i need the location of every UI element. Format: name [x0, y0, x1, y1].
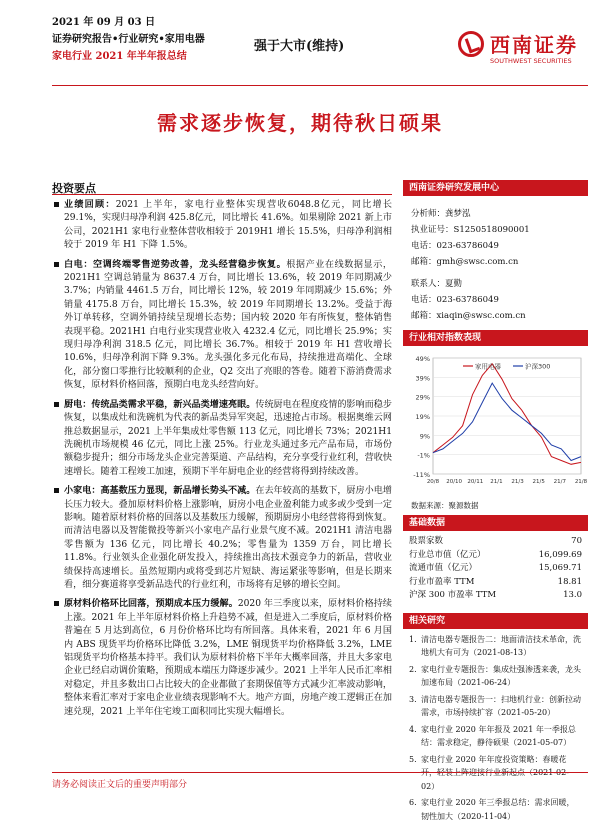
- sidebar: [403, 180, 588, 830]
- related-text: 清洁电器专题报告一：扫地机行业：创新拉动需求，市场持续扩容（2021-05-20）: [421, 693, 582, 720]
- y-tick-label: 29%: [416, 394, 430, 402]
- point-raw-material: [52, 597, 392, 719]
- x-tick-label: 20/10: [446, 479, 462, 485]
- license-number: S1250518090001: [454, 225, 530, 235]
- info-row: [409, 549, 582, 563]
- related-num: 1.: [409, 633, 421, 660]
- relative-index-chart: [403, 346, 588, 496]
- info-key: 行业市盈率 TTM: [409, 576, 474, 590]
- y-tick-label: -11%: [413, 471, 430, 479]
- team-title: 西南证券研究发展中心: [403, 180, 588, 196]
- logo-text: 西南证券: [490, 29, 578, 58]
- point-body: 2021 上半年，家电行业整体实现营收6048.8亿元，同比增长 29.1%，实现归母净利润 425.8亿元，同比增长 41.6%。如果剔除 2021 新上市公司，2021H1 家电行业整体营收相较于 2019H1 增长 15.5%，归母净利润相较于 2019 年 H1 下降 1.5%。: [64, 200, 392, 250]
- related-item[interactable]: [409, 633, 582, 660]
- related-item[interactable]: [409, 663, 582, 690]
- info-key: 股票家数: [409, 535, 443, 549]
- y-tick-label: 39%: [416, 374, 430, 382]
- point-body: 在去年较高的基数下，厨房小电增长压力较大。叠加原材料价格上涨影响，厨房小电企业盈利能力或多或少受到一定影响。随着原材料价格的回落以及基数压力缓解，预期厨房小电经营将得到恢复。而清洁电器以及智能微投等新兴小家电产品行业景气度不减。2021H1 清洁电器零售额为 136 亿元，同比增长 40.2%；零售量为 1359 万台，同比增长 11.8%。行业领头企业强化研发投入，持续推出高技术强竞争力的新品，营收业绩保持高速增长。虽然短期内或将受到芯片短缺、海运紧张等影响，但是长期来看，细分赛道将享受新品迭代的行业红利，市场将有足够的增长空间。: [64, 486, 392, 590]
- related-num: 6.: [409, 796, 421, 823]
- contact-name: 夏勤: [445, 279, 462, 289]
- info-row: [409, 562, 582, 576]
- contact-email[interactable]: xiaqin@swsc.com.cn: [437, 311, 526, 321]
- legend-label: 家用电器: [475, 362, 502, 371]
- info-row: [409, 576, 582, 590]
- point-lead: 厨电：传统品类需求平稳，新兴品类增速亮眼。: [64, 399, 255, 410]
- info-key: 沪深 300 市盈率 TTM: [409, 589, 496, 603]
- header-left: [52, 14, 205, 65]
- related-text: 家电行业专题报告：集成灶强渗透来袭，龙头加速布局（2021-06-24）: [421, 663, 582, 690]
- y-tick-label: 9%: [420, 432, 430, 440]
- info-key: 流通市值（亿元）: [409, 562, 477, 576]
- related-text: 家电行业 2020 年年报及 2021 年一季报总结：需求稳定，静待硕果（2021-05-07）: [421, 723, 582, 750]
- chart-title: 行业相对指数表现: [403, 330, 588, 346]
- x-tick-label: 21/5: [533, 479, 546, 485]
- point-lead: 原材料价格环比回落，预期成本压力缓解。: [64, 598, 238, 609]
- related-text: 家电行业 2020 年年度投资策略：春暖花开，轻装上阵迎接行业新起点（2021-02-02）: [421, 753, 582, 794]
- contact-label: 联系人：: [411, 279, 445, 289]
- report-type: 证券研究报告•行业研究•家用电器: [52, 31, 205, 48]
- related-title: 相关研究: [403, 613, 588, 629]
- related-text: 清洁电器专题报告二：地面清洁技术革命，洗地机大有可为（2021-08-13）: [421, 633, 582, 660]
- x-tick-label: 20/8: [427, 479, 440, 485]
- point-small-appliance: [52, 484, 392, 592]
- related-item[interactable]: [409, 796, 582, 823]
- phone-label: 电话：: [411, 241, 437, 251]
- point-body: 传统厨电在程度疫情的影响而稳步恢复，以集成灶和洗碗机为代表的新品类异军突起，迅速抢占市场。根据奥维云网推总数据显示，2021 上半年集成灶零售额 113 亿元，同比增长 73%；2021H1 洗碗机市场规模 46 亿元，同比上涨 25%。行业龙头通过多元产品布局，市场份额稳步提升；细分市场龙头企业完善渠道、产品结构，充分享受行业红利，营收快速增长。随着工程竣工加速，预期下半年厨电企业的经营将得到持续改善。: [64, 400, 392, 477]
- email-label: 邮箱：: [411, 311, 437, 321]
- point-performance: [52, 198, 392, 253]
- point-body: 根据产业在线数据显示，2021H1 空调总销量为 8637.4 万台，同比增长 13.6%，较 2019 年同期减少 3.7%；内销量 4461.5 万台，同比增长 12%，较 2019 年同期减少 15.6%；外销量 4175.8 万台，同比增长 15.3%，较 2019 年同期增长 13.2%。受益于海外订单转移，空调外销持续呈现增长态势；国内较 2020 年有所恢复，整体销售表现平稳。2021H1 白电行业实现营业收入 4232.4 亿元，同比增长 25.9%；实现归母净利润 318.5 亿元，同比增长 36.7%。相较于 2019 年 H1 营收增长 10.6%，归母净利润下降 9.3%。龙头强化多元化布局，持续推进高端化、全球化，部分窗口零推行比较顺利的企业，Q2 交出了亮眼的答卷。随着下游消费需求恢复，原材料价格回落，预期白电龙头经营向好。: [64, 260, 392, 391]
- point-white-goods: [52, 258, 392, 393]
- report-date: 2021 年 09 月 03 日: [52, 14, 205, 31]
- series-line: [433, 364, 581, 465]
- x-tick-label: 21/8: [575, 479, 588, 485]
- company-logo: [458, 26, 588, 70]
- point-lead: 小家电：高基数压力显现，新品增长势头不减。: [64, 485, 255, 496]
- footer-disclaimer: 请务必阅读正文后的重要声明部分: [52, 777, 187, 790]
- report-title: 需求逐步恢复，期待秋日硕果: [0, 107, 600, 136]
- email-label: 邮箱：: [411, 257, 437, 267]
- info-value: 13.0: [563, 589, 582, 603]
- analyst-info: [403, 196, 588, 330]
- info-row: [409, 535, 582, 549]
- point-lead: 白电：空调终端零售逆势改善，龙头经营稳步恢复。: [64, 259, 286, 270]
- info-value: 70: [571, 535, 582, 549]
- basic-data: [403, 531, 588, 607]
- info-value: 18.81: [558, 576, 582, 590]
- point-body: 2020 年三季度以来，原材料价格持续上涨。2021 年上半年原材料价格上升趋势不减，但是进入二季度后，原材料价格普遍在 5 月达到高位，6 月份价格环比均有所回落。具体来看，2021 年 6 月国内 ABS 现货平均价格环比降低 3.2%，LME 铜现货平均价格降低 3.2%，LME 铝现货平均价格基本持平。我们认为原材料价格下半年大概率回落，并且大多家电企业已经启动调价策略，预期成本端压力降逐步减少。2021 上半年人民币汇率相对稳定，并且多数出口占比较大的企业都做了套期保值等方式减少汇率波动影响，整体来看汇率对于家电企业业绩表现影响不大。地产方面，房地产竣工逻辑正在加速兑现，2021 上半年住宅竣工面积同比实现大幅增长。: [64, 599, 392, 716]
- analyst-email[interactable]: gmh@swsc.com.cn: [437, 257, 519, 267]
- related-text: 家电行业 2020 年三季报总结：需求回暖，韧性加大（2020-11-04）: [421, 796, 582, 823]
- related-item[interactable]: [409, 723, 582, 750]
- logo-mark-icon: [458, 31, 484, 57]
- info-value: 15,069.71: [539, 562, 582, 576]
- phone-label: 电话：: [411, 295, 437, 305]
- x-tick-label: 21/3: [511, 479, 524, 485]
- info-title: 基础数据: [403, 515, 588, 531]
- x-tick-label: 20/11: [467, 479, 483, 485]
- related-num: 2.: [409, 663, 421, 690]
- y-tick-label: 49%: [416, 355, 430, 363]
- key-points-divider: [52, 194, 392, 195]
- logo-text-en: SOUTHWEST SECURITIES: [490, 57, 572, 65]
- info-key: 行业总市值（亿元）: [409, 549, 486, 563]
- header-divider: [52, 85, 588, 86]
- analyst-name: 龚梦泓: [445, 209, 471, 219]
- point-kitchen: [52, 398, 392, 479]
- analyst-label: 分析师：: [411, 209, 445, 219]
- x-tick-label: 21/1: [490, 479, 502, 485]
- rating: 强于大市(维持): [254, 35, 344, 54]
- info-row: [409, 589, 582, 603]
- related-num: 5.: [409, 753, 421, 794]
- legend-label: 沪深300: [525, 362, 550, 371]
- series-line: [433, 383, 581, 460]
- chart-svg: [403, 346, 588, 496]
- related-item[interactable]: [409, 693, 582, 720]
- info-value: 16,099.69: [539, 549, 582, 563]
- point-lead: 业绩回顾：: [64, 199, 116, 210]
- license-label: 执业证号：: [411, 225, 454, 235]
- y-tick-label: 19%: [416, 413, 430, 421]
- related-num: 3.: [409, 693, 421, 720]
- footer-divider: [52, 772, 588, 773]
- key-points: [52, 198, 392, 724]
- chart-source: 数据来源：聚源数据: [403, 496, 588, 515]
- y-tick-label: -1%: [417, 452, 430, 460]
- related-num: 4.: [409, 723, 421, 750]
- key-points-title: 投资要点: [52, 180, 96, 196]
- x-tick-label: 21/7: [554, 479, 567, 485]
- analyst-phone: 023-63786049: [437, 241, 499, 251]
- report-series: 家电行业 2021 年半年报总结: [52, 48, 205, 65]
- contact-phone: 023-63786049: [437, 295, 499, 305]
